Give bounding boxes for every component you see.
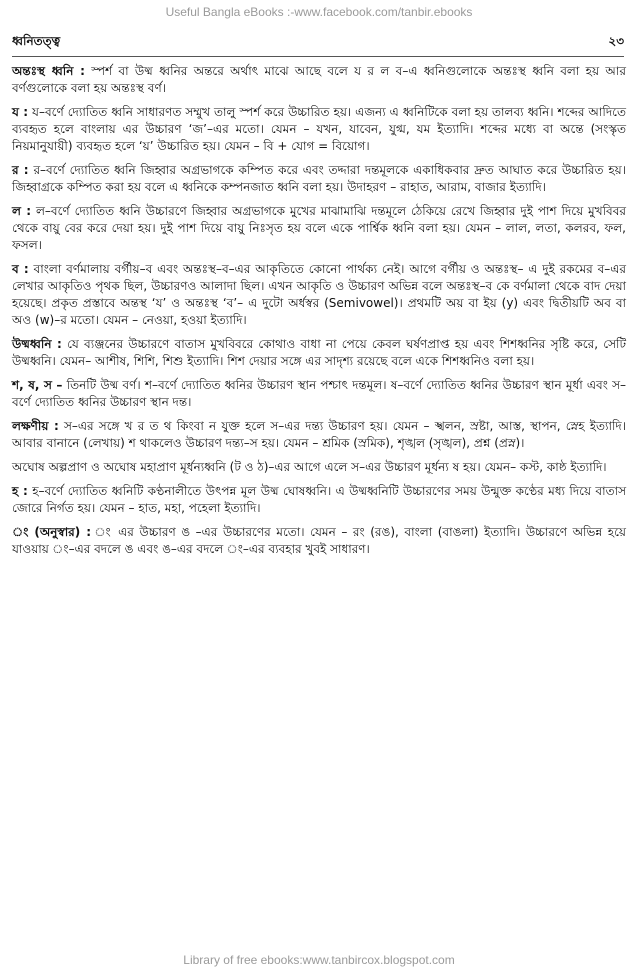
header-rule: [12, 56, 624, 57]
paragraph-text: স–এর সঙ্গে খ র ত থ কিংবা ন যুক্ত হলে স–এর দন্ত্য উচ্চারণ হয়। যেমন – স্খলন, স্রষ্টা, আস্ত, স্থাপন, স্নেহ ইত্যাদি। আবার বানানে (লেখায়) শ থাকলেও উচ্চারণ দন্ত্য–স হয়। যেমন – শ্রমিক (স্রমিক), শৃঙ্খল (সৃঙ্খল), প্রশ্ন (প্রস্ন)।: [12, 419, 626, 450]
page-header: [12, 33, 624, 53]
paragraph-text: অঘোষ অল্পপ্রাণ ও অঘোষ মহাপ্রাণ মূর্ধন্যধ্বনি (ট ও ঠ)–এর আগে এলে স–এর উচ্চারণ মূর্ধন্য ষ হয়। যেমন– কস্ট, কাষ্ঠ ইত্যাদি।: [12, 460, 607, 474]
paragraph-lakkhaniya: [12, 418, 626, 452]
term-label: উষ্মধ্বনি :: [12, 337, 62, 351]
chapter-title: ধ্বনিতত্ত্ব: [12, 34, 61, 48]
term-label: হ :: [12, 484, 28, 498]
term-label: ং (অনুস্বার) :: [12, 525, 91, 539]
term-label: য :: [12, 105, 29, 119]
paragraph-antastha: [12, 63, 626, 97]
paragraph-ba: [12, 261, 626, 329]
page-number: ২৩: [608, 34, 624, 48]
term-label: শ, ষ, স –: [12, 378, 63, 392]
paragraph-anusvara: [12, 524, 626, 558]
paragraph-ushma: [12, 336, 626, 370]
paragraph-murdhanya-note: [12, 459, 626, 476]
term-label: অন্তঃস্থ ধ্বনি :: [12, 64, 85, 78]
paragraph-text: র–বর্ণে দ্যোতিত ধ্বনি জিহ্বার অগ্রভাগকে কম্পিত করে এবং তদ্দারা দন্তমূলকে একাধিকবার দ্রুত আঘাত করে উচ্চারিত হয়। জিহ্বাগ্রকে কম্পিত করা হয় বলে এ ধ্বনিকে কম্পনজাত ধ্বনি বলা হয়। উদাহরণ – রাহাত, আরাম, বাজার ইত্যাদি।: [12, 163, 626, 194]
bottom-watermark: Library of free ebooks:www.tanbircox.blogspot.com: [183, 953, 455, 967]
paragraph-text: বাংলা বর্ণমালায় বর্গীয়–ব এবং অন্তঃস্থ–ব–এর আকৃতিতে কোনো পার্থক্য নেই। আগে বর্গীয় ও অন্তঃস্থ– এ দুই রকমের ব–এর লেখার আকৃতিও পৃথক ছিল, উচ্চারণও আলাদা ছিল। এখন আকৃতি ও উচ্চারণ অভিন্ন বলে অন্তঃস্থ–ব কে বর্ণমালা থেকে বাদ দেয়া হয়েছে। প্রকৃত প্রস্তাবে অন্তস্থ ‘য’ ও অন্তঃস্থ ‘ব’– এ দুটো অর্ধস্বর (Semivowel)। প্রথমটি অয় বা ইয় (y) এবং দ্বিতীয়টি অব বা অও (w)–র মতো। যেমন – নেওয়া, হওয়া ইত্যাদি।: [12, 262, 627, 327]
paragraph-text: স্পর্শ বা উষ্ম ধ্বনির অন্তরে অর্থাৎ মাঝে আছে বলে য র ল ব–এ ধ্বনিগুলোকে অন্তঃস্থ ধ্বনি বলা হয় আর বর্ণগুলোকে বলা হয় অন্তঃস্থ বর্ণ।: [12, 64, 626, 95]
term-label: ল :: [12, 204, 32, 218]
paragraph-text: তিনটি উষ্ম বর্ণ। শ–বর্ণে দ্যোতিত ধ্বনির উচ্চারণ স্থান পশ্চাৎ দন্তমূল। ষ–বর্ণে দ্যোতিত ধ্বনির উচ্চারণ স্থান মূর্ধা এবং স–বর্ণে দ্যোতিত ধ্বনির উচ্চারণ স্থান দন্ত।: [12, 378, 626, 409]
paragraph-text: ং এর উচ্চারণ ঙ –এর উচ্চারণের মতো। যেমন – রং (রঙ), বাংলা (বাঙলা) ইত্যাদি। উচ্চারণে অভিন্ন হয়ে যাওয়ায় ং–এর বদলে ঙ এবং ঙ–এর বদলে ং–এর ব্যবহার খুবই সাধারণ।: [12, 525, 626, 556]
paragraph-ra: [12, 162, 626, 196]
page-body: [12, 63, 626, 565]
top-watermark: Useful Bangla eBooks :-www.facebook.com/tanbir.ebooks: [165, 5, 473, 19]
paragraph-ya: [12, 104, 626, 155]
paragraph-text: হ–বর্ণে দ্যোতিত ধ্বনিটি কণ্ঠনালীতে উৎপন্ন মূল উষ্ম ঘোষধ্বনি। এ উষ্মধ্বনিটি উচ্চারণের সময় উন্মুক্ত কণ্ঠের মধ্য দিয়ে বাতাস জোরে নির্গত হয়। যেমন – হাত, মহা, পহেলা ইত্যাদি।: [12, 484, 626, 515]
paragraph-ha: [12, 483, 626, 517]
term-label: ব :: [12, 262, 29, 276]
term-label: লক্ষণীয় :: [12, 419, 59, 433]
paragraph-text: যে ব্যঞ্জনের উচ্চারণে বাতাস মুখবিবরে কোথাও বাধা না পেয়ে কেবল ঘর্ষণপ্রাপ্ত হয় এবং শিশধ্বনির সৃষ্টি করে, সেটি উষ্মধ্বনি। যেমন– আশীষ, শিশি, শিশু ইত্যাদি। শিশ দেয়ার সঙ্গে এর সাদৃশ্য রয়েছে বলে একে শিশধ্বনিও বলা হয়।: [12, 337, 626, 368]
paragraph-text: য–বর্ণে দ্যোতিত ধ্বনি সাধারণত সম্মুখ তালু স্পর্শ করে উচ্চারিত হয়। এজন্য এ ধ্বনিটিকে বলা হয় তালব্য ধ্বনি। শব্দের আদিতে ব্যবহৃত হলে বাংলায় এর উচ্চারণ ‘জ’–এর মতো। যেমন – যখন, যাবেন, যুগ্ম, যম ইত্যাদি। শব্দের মধ্যে বা অন্তে (সংস্কৃত নিয়মানুযায়ী) ব্যবহৃত হলে ‘য়’ উচ্চারিত হয়। যেমন – বি + যোগ = বিয়োগ।: [12, 105, 626, 153]
paragraph-la: [12, 203, 626, 254]
paragraph-text: ল–বর্ণে দ্যোতিত ধ্বনি উচ্চারণে জিহ্বার অগ্রভাগকে মুখের মাঝামাঝি দন্তমূলে ঠেকিয়ে রেখে জিহ্বার দুই পাশ দিয়ে মুখবিবর থেকে বায়ু বের করে দেয়া হয়। দুই পাশ দিয়ে বায়ু নিঃসৃত হয় বলে একে পার্শ্বিক ধ্বনি বলা হয়। যেমন – লাল, লতা, কলরব, ফল, ফসল।: [12, 204, 626, 252]
paragraph-sha-ssa-sa: [12, 377, 626, 411]
term-label: র :: [12, 163, 29, 177]
